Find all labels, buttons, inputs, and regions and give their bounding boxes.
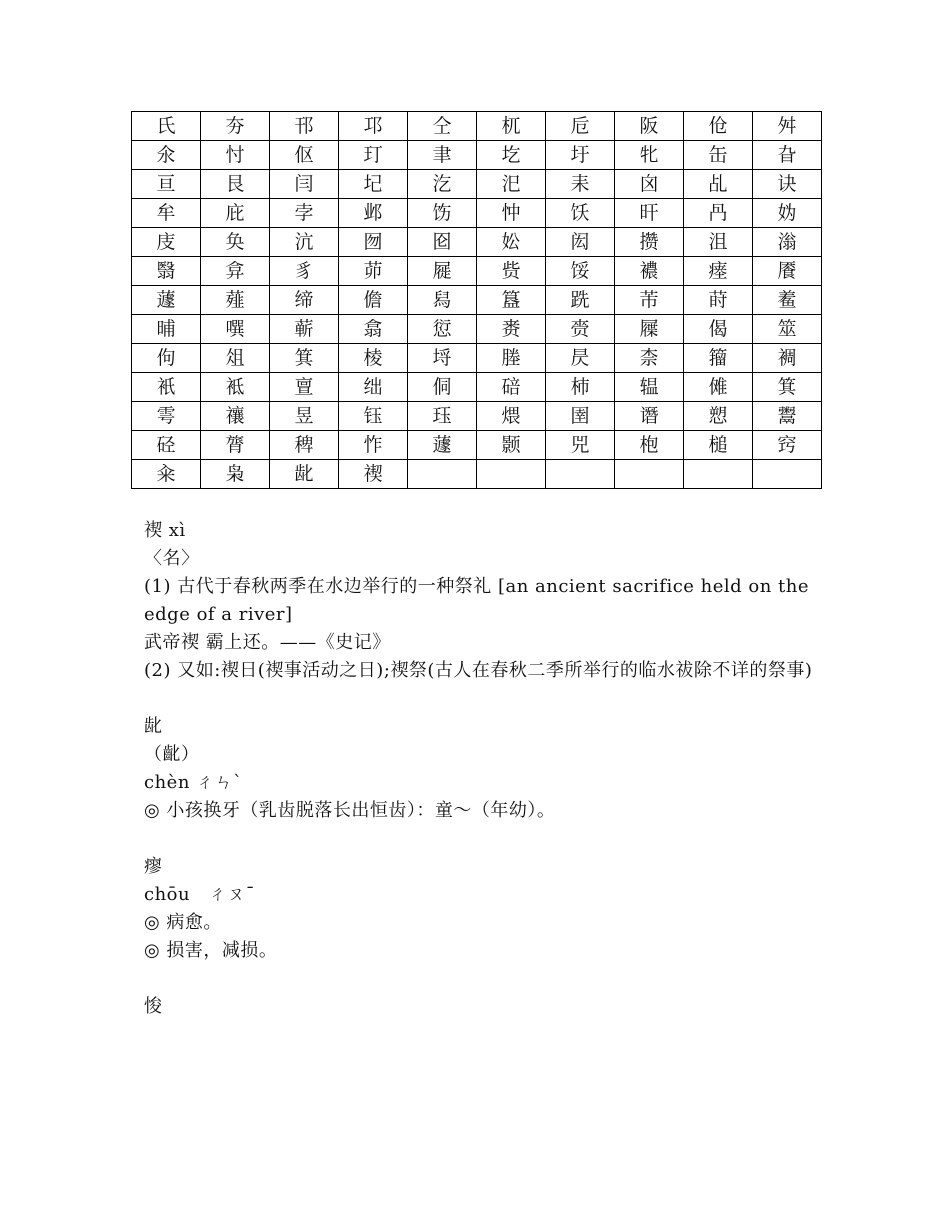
grid-cell: 邗 [270,112,339,141]
grid-cell: 沮 [684,228,753,257]
grid-cell: 钰 [339,402,408,431]
dictionary-entry [144,713,814,825]
grid-cell: 耒 [546,170,615,199]
grid-cell: 牝 [615,141,684,170]
grid-cell: 妐 [477,228,546,257]
grid-row [132,228,822,257]
grid-cell: 圩 [546,141,615,170]
grid-cell: 颢 [477,431,546,460]
grid-cell: 裯 [753,344,822,373]
grid-cell: 埒 [408,344,477,373]
grid-cell: 噀 [201,315,270,344]
grid-cell: 箕 [753,373,822,402]
grid-cell: 伧 [684,112,753,141]
grid-cell: 俎 [201,344,270,373]
grid-cell: 赉 [477,315,546,344]
grid-cell: 硁 [132,431,201,460]
grid-cell: 囵 [408,228,477,257]
grid-cell: 衹 [132,373,201,402]
grid-cell: 庇 [201,199,270,228]
grid-row [132,199,822,228]
grid-cell: 圉 [546,402,615,431]
grid-cell: 茆 [339,257,408,286]
grid-cell: 孛 [270,199,339,228]
entry-line: chèn ㄔㄣˋ [144,772,243,793]
grid-cell: 煨 [477,402,546,431]
entry-line: ◎ 小孩换牙（乳齿脱落长出恒齿）：童～（年幼）。 [144,800,556,821]
grid-cell: 儋 [339,286,408,315]
grid-cell: 闳 [546,228,615,257]
grid-cell: 鲝 [753,286,822,315]
grid-cell: 氽 [132,141,201,170]
grid-cell: 乩 [684,170,753,199]
grid-cell: 袛 [201,373,270,402]
grid-cell: 襛 [615,257,684,286]
grid-row [132,141,822,170]
grid-cell: 旰 [615,199,684,228]
grid-cell: 膂 [201,431,270,460]
grid-cell: 闫 [270,170,339,199]
grid-cell: 雩 [132,402,201,431]
grid-cell: 圮 [339,170,408,199]
grid-cell: 昃 [546,344,615,373]
entry-line: ◎ 病愈。 [144,912,222,933]
grid-cell: 蘧 [132,286,201,315]
grid-cell: 薤 [201,286,270,315]
grid-row [132,315,822,344]
grid-cell: 聿 [408,141,477,170]
entry-headword: 瘳 [144,856,163,877]
grid-cell: 邺 [339,199,408,228]
grid-cell: 艮 [201,170,270,199]
grid-cell: 弇 [201,257,270,286]
grid-cell: 诀 [753,170,822,199]
grid-row [132,402,822,431]
grid-cell: 禊 [339,460,408,489]
grid-cell: 舄 [408,286,477,315]
grid-cell: 蕲 [270,315,339,344]
grid-cell: 枹 [615,431,684,460]
grid-cell: 卮 [546,112,615,141]
grid-cell: 囟 [615,170,684,199]
grid-cell [477,460,546,489]
grid-cell: 伛 [270,141,339,170]
entry-line: (2) 又如:禊日(禊事活动之日);禊祭(古人在春秋二季所举行的临水祓除不详的祭事) [144,660,813,681]
grid-cell: 饬 [408,199,477,228]
dictionary-entries [144,517,814,1021]
grid-cell: 冎 [684,199,753,228]
grid-cell: 赍 [546,315,615,344]
grid-cell: 邛 [339,112,408,141]
entry-line: (1) 古代于春秋两季在水边举行的一种祭礼 [an ancient sacrifice held on the edge of a river] [144,576,816,625]
grid-cell: 筮 [753,315,822,344]
grid-cell: 杌 [477,112,546,141]
entry-line: chōu ㄔㄡˉ [144,884,256,905]
grid-cell: 籴 [132,460,201,489]
grid-cell: 亶 [270,373,339,402]
grid-cell: 柰 [615,344,684,373]
grid-cell: 豸 [270,257,339,286]
grid-cell: 玎 [339,141,408,170]
grid-cell: 愆 [408,315,477,344]
grid-cell: 圪 [477,141,546,170]
grid-cell: 阪 [615,112,684,141]
grid-row [132,112,822,141]
grid-cell [753,460,822,489]
grid-cell [546,460,615,489]
dictionary-entry [144,993,814,1021]
grid-row [132,460,822,489]
grid-cell: 沆 [270,228,339,257]
grid-cell: 愬 [684,402,753,431]
grid-cell: 餍 [753,257,822,286]
grid-cell: 缶 [684,141,753,170]
grid-cell: 妫 [753,199,822,228]
grid-cell: 禳 [201,402,270,431]
entry-headword: 悛 [144,996,163,1017]
entry-spacer [144,965,814,993]
entry-line: ◎ 损害，减损。 [144,940,278,961]
grid-cell: 囫 [339,228,408,257]
grid-cell: 晡 [132,315,201,344]
grid-cell: 绌 [339,373,408,402]
grid-cell: 亘 [132,170,201,199]
grid-cell: 翳 [132,257,201,286]
grid-cell: 仝 [408,112,477,141]
grid-row [132,431,822,460]
entry-spacer [144,825,814,853]
grid-cell [408,460,477,489]
grid-cell: 汜 [477,170,546,199]
grid-cell: 槌 [684,431,753,460]
grid-row [132,257,822,286]
grid-cell: 塍 [477,344,546,373]
grid-cell: 昱 [270,402,339,431]
grid-cell: 傩 [684,373,753,402]
grid-cell: 鬻 [753,402,822,431]
grid-cell: 饫 [546,199,615,228]
grid-cell: 忡 [477,199,546,228]
grid-cell: 杮 [546,373,615,402]
grid-cell: 夯 [201,112,270,141]
grid-cell: 瘗 [684,257,753,286]
grid-cell: 蘧 [408,431,477,460]
grid-cell: 攒 [615,228,684,257]
grid-row [132,170,822,199]
grid-cell: 簋 [477,286,546,315]
entry-headword: 禊 xì [144,520,186,541]
grid-cell: 碚 [477,373,546,402]
grid-cell: 翕 [339,315,408,344]
grid-cell: 莳 [684,286,753,315]
grid-cell: 牟 [132,199,201,228]
grid-cell: 舛 [753,112,822,141]
character-grid [131,111,822,489]
grid-row [132,344,822,373]
grid-cell: 籀 [684,344,753,373]
grid-cell [615,460,684,489]
grid-cell: 屧 [615,315,684,344]
grid-row [132,373,822,402]
entry-spacer [144,685,814,713]
entry-line: 武帝禊 霸上还。——《史记》 [144,632,391,653]
grid-cell: 汔 [408,170,477,199]
grid-cell: 屣 [408,257,477,286]
grid-cell: 箕 [270,344,339,373]
grid-row [132,286,822,315]
grid-cell: 赀 [477,257,546,286]
grid-cell: 窍 [753,431,822,460]
grid-cell: 氏 [132,112,201,141]
grid-cell: 缔 [270,286,339,315]
grid-cell: 芾 [615,286,684,315]
grid-cell: 怍 [339,431,408,460]
grid-cell: 棱 [339,344,408,373]
entry-headword: 龀 [144,716,163,737]
grid-cell: 佝 [132,344,201,373]
grid-cell: 侗 [408,373,477,402]
dictionary-entry [144,853,814,965]
grid-cell: 稗 [270,431,339,460]
grid-cell: 滃 [753,228,822,257]
grid-cell: 馁 [546,257,615,286]
grid-cell: 跣 [546,286,615,315]
grid-cell: 庋 [132,228,201,257]
grid-cell: 旮 [753,141,822,170]
entry-line: （齔） [144,744,200,765]
grid-cell: 枭 [201,460,270,489]
grid-cell: 谮 [615,402,684,431]
grid-cell: 忖 [201,141,270,170]
grid-cell: 珏 [408,402,477,431]
grid-cell: 偈 [684,315,753,344]
grid-cell: 兕 [546,431,615,460]
grid-cell [684,460,753,489]
grid-cell: 龀 [270,460,339,489]
dictionary-entry [144,517,814,685]
grid-cell: 奂 [201,228,270,257]
grid-cell: 辒 [615,373,684,402]
entry-line: 〈名〉 [144,548,200,569]
